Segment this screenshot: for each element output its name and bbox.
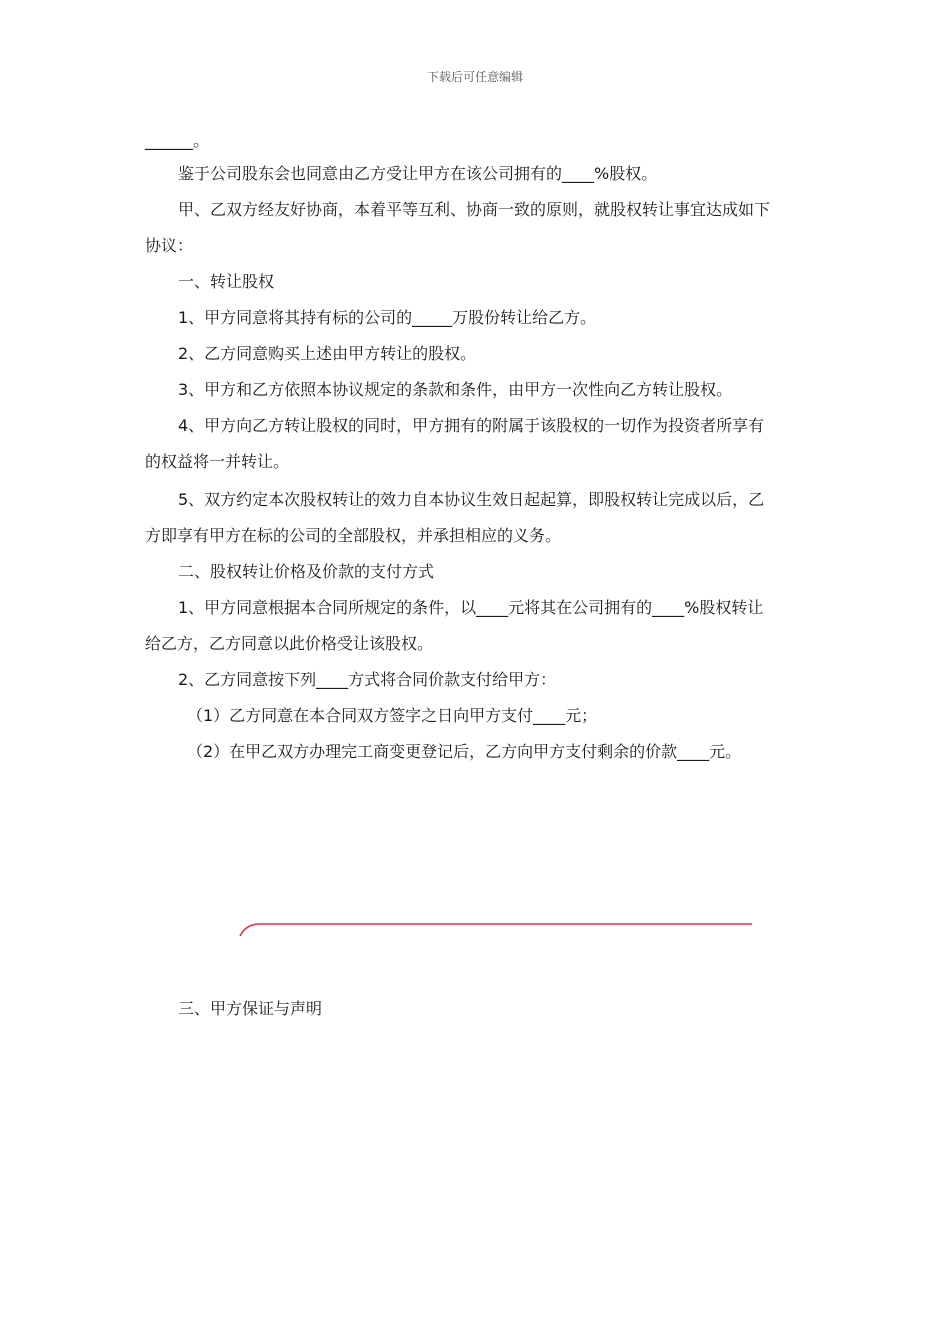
- clause-item: 2、乙方同意购买上述由甲方转让的股权。: [178, 344, 477, 363]
- text-line: 方即享有甲方在标的公司的全部股权，并承担相应的义务。: [145, 526, 562, 545]
- clause-item: 1、甲方同意根据本合同所规定的条件，以____元将其在公司拥有的____%股权转让: [178, 598, 764, 617]
- text-line: 鉴于公司股东会也同意由乙方受让甲方在该公司拥有的____%股权。: [178, 164, 658, 183]
- text-line: 的权益将一并转让。: [145, 452, 290, 471]
- sub-clause-item: （2）在甲乙双方办理完工商变更登记后，乙方向甲方支付剩余的价款____元。: [187, 742, 742, 761]
- clause-item: 2、乙方同意按下列____方式将合同价款支付给甲方：: [178, 670, 557, 689]
- page-header: 下载后可任意编辑: [426, 70, 523, 84]
- sub-clause-item: （1）乙方同意在本合同双方签字之日向甲方支付____元；: [187, 706, 598, 725]
- section-heading: 三、甲方保证与声明: [178, 999, 323, 1018]
- clause-item: 4、甲方向乙方转让股权的同时，甲方拥有的附属于该股权的一切作为投资者所享有: [178, 416, 765, 435]
- section-heading: 一、转让股权: [178, 272, 275, 291]
- text-line: 协议：: [145, 236, 194, 255]
- clause-item: 5、双方约定本次股权转让的效力自本协议生效日起起算，即股权转让完成以后，乙: [178, 490, 765, 509]
- text-line: 甲、乙双方经友好协商，本着平等互利、协商一致的原则，就股权转让事宜达成如下: [178, 200, 771, 219]
- decorative-separator-line: [238, 916, 758, 940]
- text-line: 给乙方，乙方同意以此价格受让该股权。: [145, 634, 434, 653]
- section-heading: 二、股权转让价格及价款的支付方式: [178, 562, 435, 581]
- clause-item: 1、甲方同意将其持有标的公司的_____万股份转让给乙方。: [178, 308, 597, 327]
- text-line: ______。: [145, 131, 210, 150]
- clause-item: 3、甲方和乙方依照本协议规定的条款和条件，由甲方一次性向乙方转让股权。: [178, 380, 733, 399]
